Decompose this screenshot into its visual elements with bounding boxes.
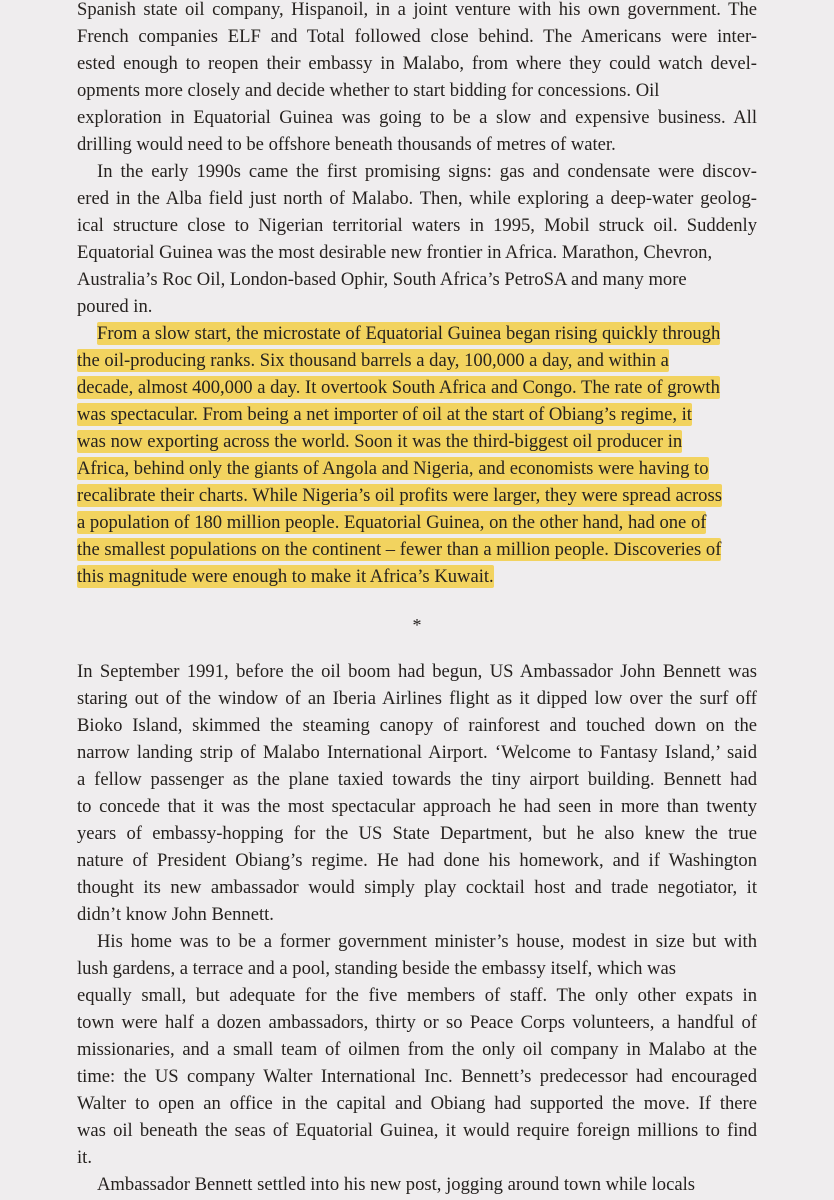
text-line: Bioko Island, skimmed the steaming canopy of rainforest and touched down on the	[77, 715, 757, 736]
text-line: didn’t know John Bennett.	[77, 904, 274, 925]
highlighted-line	[77, 374, 720, 401]
text-line: it.	[77, 1147, 92, 1168]
highlight-span: this magnitude were enough to make it Africa’s Kuwait.	[77, 566, 494, 587]
text-line: years of embassy-hopping for the US State Department, but he also knew the true	[77, 823, 757, 844]
highlight-span: recalibrate their charts. While Nigeria’s oil profits were larger, they were spread across	[77, 485, 722, 506]
text-line: His home was to be a former government minister’s house, modest in size but with	[97, 931, 757, 952]
highlighted-line	[77, 509, 706, 536]
highlighted-line	[77, 347, 669, 374]
text-line: thought its new ambassador would simply play cocktail host and trade negotiator, it	[77, 877, 757, 898]
text-line: to concede that it was the most spectacular approach he had seen in more than twenty	[77, 796, 757, 817]
text-line: Spanish state oil company, Hispanoil, in a joint venture with his own government. The	[77, 0, 757, 20]
highlighted-line	[77, 455, 709, 482]
text-line: narrow landing strip of Malabo International Airport. ‘Welcome to Fantasy Island,’ said	[77, 742, 757, 763]
text-line: ered in the Alba field just north of Malabo. Then, while exploring a deep-water geolog-	[77, 188, 757, 209]
text-line: missionaries, and a small team of oilmen from the only oil company in Malabo at the	[77, 1039, 757, 1060]
text-line: poured in.	[77, 296, 153, 317]
highlight-span: the oil-producing ranks. Six thousand barrels a day, 100,000 a day, and within a	[77, 350, 669, 371]
text-line: staring out of the window of an Iberia Airlines flight as it dipped low over the surf off	[77, 688, 757, 709]
text-line: Ambassador Bennett settled into his new post, jogging around town while locals	[97, 1174, 696, 1195]
text-line: Australia’s Roc Oil, London-based Ophir, South Africa’s PetroSA and many more	[77, 269, 687, 290]
text-line: In September 1991, before the oil boom had begun, US Ambassador John Bennett was	[77, 661, 757, 682]
highlight-span: Africa, behind only the giants of Angola and Nigeria, and economists were having to	[77, 458, 709, 479]
text-line: town were half a dozen ambassadors, thirty or so Peace Corps volunteers, a handful of	[77, 1012, 757, 1033]
section-break-asterisk: *	[412, 615, 422, 635]
text-line: Equatorial Guinea was the most desirable new frontier in Africa. Marathon, Chevron,	[77, 242, 713, 263]
highlight-span: decade, almost 400,000 a day. It overtook South Africa and Congo. The rate of growth	[77, 377, 720, 398]
text-line: a fellow passenger as the plane taxied towards the tiny airport building. Bennett had	[77, 769, 757, 790]
highlight-span: a population of 180 million people. Equatorial Guinea, on the other hand, had one of	[77, 512, 707, 533]
highlight-span: From a slow start, the microstate of Equatorial Guinea began rising quickly through	[97, 323, 721, 344]
highlighted-line	[97, 320, 720, 347]
text-line: exploration in Equatorial Guinea was going to be a slow and expensive business. All	[77, 107, 757, 128]
text-line: equally small, but adequate for the five members of staff. The only other expats in	[77, 985, 757, 1006]
highlighted-line	[77, 401, 692, 428]
text-line: opments more closely and decide whether to start bidding for concessions. Oil	[77, 80, 660, 101]
text-line: was oil beneath the seas of Equatorial Guinea, it would require foreign millions to find	[77, 1120, 757, 1141]
text-line: ested enough to reopen their embassy in Malabo, from where they could watch devel-	[77, 53, 757, 74]
text-line: time: the US company Walter International Inc. Bennett’s predecessor had encouraged	[77, 1066, 757, 1087]
text-line: French companies ELF and Total followed close behind. The Americans were inter-	[77, 26, 757, 47]
text-line: ical structure close to Nigerian territorial waters in 1995, Mobil struck oil. Suddenly	[77, 215, 757, 236]
text-line: drilling would need to be offshore beneath thousands of metres of water.	[77, 134, 616, 155]
highlighted-line	[77, 428, 682, 455]
highlighted-line	[77, 482, 722, 509]
highlight-span: was now exporting across the world. Soon it was the third-biggest oil producer in	[77, 431, 683, 452]
highlight-span: the smallest populations on the continent – fewer than a million people. Discoveries of	[77, 539, 722, 560]
text-line: Walter to open an office in the capital and Obiang had supported the move. If there	[77, 1093, 757, 1114]
highlighted-line	[77, 536, 721, 563]
text-line: lush gardens, a terrace and a pool, standing beside the embassy itself, which was	[77, 958, 676, 979]
text-line: nature of President Obiang’s regime. He had done his homework, and if Washington	[77, 850, 757, 871]
text-line: In the early 1990s came the first promising signs: gas and condensate were discov-	[97, 161, 757, 182]
highlight-span: was spectacular. From being a net importer of oil at the start of Obiang’s regime, it	[77, 404, 692, 425]
highlighted-line	[77, 563, 494, 590]
